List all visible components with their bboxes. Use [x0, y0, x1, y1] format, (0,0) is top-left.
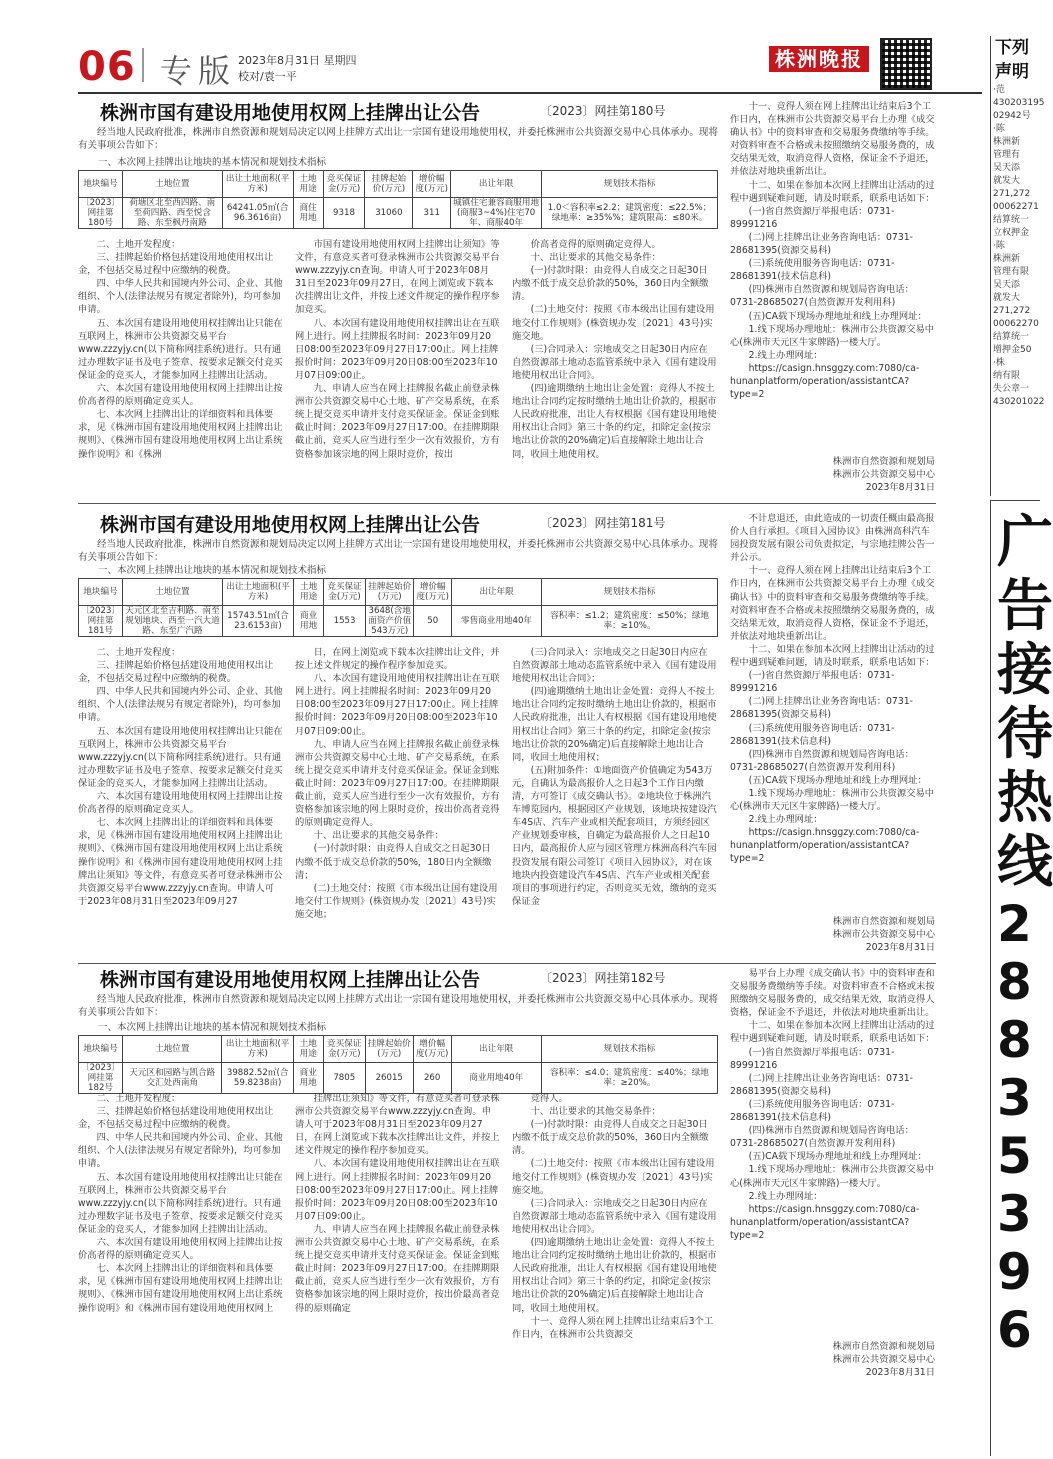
- sidebar-line: ·范: [993, 85, 1005, 95]
- notice-column: [78, 646, 283, 951]
- signature-line: 株洲市自然资源和规划局: [832, 1341, 935, 1352]
- notice-column: [295, 1092, 500, 1382]
- table-header-row: [79, 171, 718, 198]
- notice-paragraph: 十、出让要求的其他交易条件：: [313, 830, 444, 842]
- page-number: 06: [78, 44, 136, 90]
- header-rule: [78, 92, 982, 94]
- table-cell: 7805: [323, 1063, 365, 1094]
- notice-column: [295, 646, 500, 951]
- notice-paragraph: (四)逾期缴纳土地出让金处置：竞得人不按土地出让合同约定按时缴纳土地出让价款的，根据市人民政府批准，出让人有权根据《国有建设用地使用权出让合同》第三十条的约定，扣除定金(按宗地出让价款的20%确定)后直接解除土地出让合同，收回土地使用权。: [512, 383, 717, 460]
- notice-paragraph: (一)付款时限：由竞得人自成交之日起30日内缴不低于成交总价款的50%，180日内全额缴清；: [295, 843, 492, 881]
- notice-paragraph: 十一、竞得人须在网上挂牌出让结束后3个工作日内，在株洲市公共资源交易平台上办理《成交确认书》中的资料审查和交易服务费缴纳等手续。对资料审查不合格或未按照缴纳交易服务费的，成交结果无效，取消竞得人资格，保证金不予退还，并依法对地块重新出让。: [730, 565, 935, 642]
- notice-paragraph: https://casign.hnsggzy.com:7080/ca-hunanplatform/operation/assistantCA?type=2: [730, 1203, 920, 1241]
- table-header-cell: 出让土地面积(平方米): [222, 1036, 293, 1063]
- notice-paragraph: 七、本次网上挂牌出让的详细资料和具体要求，见《株洲市国有建设用地使用权网上挂牌出让规则》、《株洲市国有建设用地使用权网上出让系统操作说明》和《株洲市国有建设用地使用权网上: [78, 1263, 283, 1314]
- table-header-cell: 规划技术指标: [542, 579, 718, 606]
- notice-column: [730, 100, 935, 452]
- table-cell: 1.0＜容积率≤2.2；建筑密度：≤22.5%；绿地率：≥35%%；建筑限高：≤80米。: [542, 198, 718, 229]
- notice-paragraph: 1.线下现场办理地址：株洲市公共资源交易中心(株洲市天元区牛家牌路)一楼大厅。: [730, 1164, 935, 1189]
- notice-paragraph: 十二、如果在参加本次网上挂牌出让活动的过程中遇到疑难问题，请及时联系，联系电话如下：: [730, 1020, 935, 1045]
- table-header-cell: 土地用途: [293, 1036, 323, 1063]
- signature-line: 2023年8月31日: [865, 1367, 935, 1379]
- notice-column: [512, 1092, 717, 1382]
- sidebar-line: 结算统一: [993, 215, 1030, 225]
- ad-digit: 6: [997, 1301, 1032, 1359]
- sidebar-line: 00062270: [993, 319, 1039, 329]
- notice-paragraph: 六、本次国有建设用地使用权网上挂牌出让按价高者得的原则确定竞买人。: [78, 383, 283, 408]
- ad-digit: 3: [997, 1069, 1032, 1127]
- table-header-cell: 增价幅度(万元): [414, 579, 452, 606]
- notice-paragraph: 十一、竞得人须在网上挂牌出让结束后3个工作日内，在株洲市公共资源交易平台上办理《成交确认书》中的资料审查和交易服务费缴纳等手续。对资料审查不合格或未按照缴纳交易服务费的，成交结果无效，取消竞得人资格，保证金不予退还，并依法对地块重新出让。: [730, 101, 935, 178]
- ad-digit: 2: [997, 895, 1032, 953]
- notice-paragraph: 易平台上办理《成交确认书》中的资料审查和交易服务费缴纳等手续。对资料审查不合格或未按照缴纳交易服务费的，成交结果无效，取消竞得人资格，保证金不予退还，并依法对地块重新出让。: [730, 968, 935, 1019]
- table-cell: 〔2023〕网挂第182号: [79, 1063, 123, 1094]
- notice-paragraph: 九、申请人应当在网上挂牌报名截止前登录株洲市公共资源交易中心土地、矿产交易系统，在系统上提交竞买申请并支付竞买保证金。保证金到账截止时间：2023年09月27日17:00。在挂牌期限截止前，竞买人应当进行至少一次有效报价，方有资格参加该宗地的网上限时竞价，按出价高者竞得的原则确定竞得人。: [295, 738, 500, 829]
- ad-digit: 5: [997, 1127, 1032, 1185]
- sidebar-line: 管理有: [993, 150, 1021, 160]
- table-cell: 城镇住宅兼容商服用地(商服3~4%)住宅70年、商服40年: [451, 198, 542, 229]
- table-header-cell: 规划技术指标: [542, 171, 718, 198]
- notice-paragraph: (五)CA载下现场办理地址和线上办理网址：: [748, 310, 927, 322]
- table-cell: 260: [413, 1063, 451, 1094]
- table-cell: 商住用地: [293, 198, 323, 229]
- notice-paragraph: 挂牌出让须知》等文件，有意竞买者可登录株洲市公共资源交易平台www.zzzyjy.cn查询。申请人可于2023年08月31日至2023年09月27日，在网上浏览或下载本次挂牌出让文件，并按上述文件规定的操作程序参加竞买。: [295, 1093, 500, 1157]
- notice-divider: [78, 963, 936, 964]
- notice-paragraph: 八、本次国有建设用地使用权挂牌出让在互联网上进行。网上挂牌报名时间：2023年09月20日08:00至2023年09月27日17:00止。网上挂牌报价时间：2023年09月20日08:00至2023年10月07日09:00止。: [295, 317, 500, 381]
- notice-paragraph: 2.线上办理网址：: [748, 349, 823, 361]
- sidebar-line: 430201022: [993, 397, 1045, 407]
- table-header-cell: 竞买保证金(万元): [323, 1036, 365, 1063]
- notice-paragraph: 价高者竞得的原则确定竞得人。: [530, 239, 661, 250]
- signature-line: 2023年8月31日: [865, 482, 935, 494]
- table-header-cell: 增价幅度(万元): [413, 1036, 451, 1063]
- sidebar-line: 271,272: [993, 306, 1031, 316]
- notice-paragraph: 六、本次国有建设用地使用权网上挂牌出让按价高者得的原则确定竞买人。: [78, 791, 283, 816]
- notice-paragraph: 十一、竞得人须在网上挂牌出让结束后3个工作日内，在株洲市公共资源交: [512, 1315, 714, 1340]
- signature-line: 株洲市公共资源交易中心: [832, 1354, 935, 1366]
- table-cell: 荷塘区北至西四路、南至荷四路、西至悦含路、东至枫丹南路: [123, 198, 222, 229]
- table-cell: 商业用地: [294, 606, 324, 637]
- signature-line: 株洲市公共资源交易中心: [832, 929, 935, 941]
- notice-column: [512, 646, 717, 951]
- table-cell: 容积率：≤4.0；建筑密度：≤40%；绿地率：≥20%。: [541, 1063, 717, 1094]
- notice-paragraph: 五、本次国有建设用地使用权挂牌出让只能在互联网上，株洲市公共资源交易平台www.zzzyjy.cn(以下简称网挂系统)进行。只有通过办理数字证书及电子签章、按要求足额交付竞买保证金的竞买人，才能参加网上挂牌出让活动。: [78, 317, 283, 381]
- table-cell: 39882.52㎡(合59.8238亩): [222, 1063, 293, 1094]
- notice-column: [512, 238, 717, 488]
- notice-signature: [730, 1340, 935, 1379]
- sidebar-line: 株洲新: [993, 254, 1021, 264]
- land-info-table: [78, 578, 718, 637]
- table-header-cell: 出让土地面积(平方米): [222, 579, 293, 606]
- sidebar-line: 增押金50: [993, 345, 1032, 355]
- notice-paragraph: (四)逾期缴纳土地出让金处置：竞得人不按土地出让合同约定按时缴纳土地出让价款的，根据市人民政府批准，出让人有权根据《国有建设用地使用权出让合同》第三十条的约定，扣除定金(按宗地出让价款的20%确定)后直接解除土地出让合同，收回土地使用权。: [512, 1237, 717, 1314]
- notice-column: [730, 512, 935, 912]
- notice-paragraph: 六、本次国有建设用地使用权网上挂牌出让按价高者得的原则确定竞买人。: [78, 1237, 283, 1262]
- notice-paragraph: 五、本次国有建设用地使用权挂牌出让只能在互联网上，株洲市公共资源交易平台www.zzzyjy.cn(以下简称网挂系统)进行。只有通过办理数字证书及电子签章、按要求足额交付竞买保证金的竞买人，才能参加网上挂牌出让活动。: [78, 725, 283, 789]
- notice-paragraph: (四)逾期缴纳土地出让金处置：竞得人不按土地出让合同约定按时缴纳土地出让价款的，根据市人民政府批准，出让人有权根据《国有建设用地使用权出让合同》第三十条的约定，扣除定金(按宗地出让价款的20%确定)后直接解除土地出让合同，收回土地使用权；: [512, 686, 717, 763]
- notice-paragraph: (二)网上挂牌出让业务咨询电话：0731-28681395(资源交易科): [730, 231, 914, 257]
- notice-paragraph: (五)附加条件：①地面资产价值确定为543万元，自确认为最高报价人之日起3个工作日内缴清，方可签订《成交确认书》。②地块位于株洲汽车博览园内，根据园区产业规划，该地块按建设汽车4S店、汽车产业或相关配套项目，方须经园区产业规划委审核，自确定为最高报价人之日起10日内，最高报价人应与园区管理方株洲高科汽车园投资发展有限公司签订《项目入园协议》，对在该地块内投资建设汽车4S店、汽车产业或相关配套项目的事项进行约定，否则竞买无效，缴纳的竞买保证金: [512, 764, 717, 907]
- section-title: 专版: [160, 52, 237, 90]
- notice-paragraph: (一)付款时限：由竞得人自成交之日起30日内缴不低于成交总价款的50%，360日内全额缴清。: [512, 265, 709, 303]
- notice-paragraph: (二)网上挂牌出让业务咨询电话：0731-28681395(资源交易科): [730, 696, 914, 721]
- sidebar-line: 271,272: [993, 189, 1031, 199]
- table-header-cell: 土地用途: [293, 171, 323, 198]
- table-cell: 零售商业用地40年: [452, 606, 542, 637]
- table-header-cell: 土地位置: [123, 579, 223, 606]
- sidebar-line: ·株: [993, 358, 1005, 368]
- ad-hotline-banner: [990, 500, 1053, 1456]
- sidebar-line: 管理有限: [993, 267, 1030, 277]
- table-cell: 15743.51㎡(合23.6153亩): [222, 606, 293, 637]
- sidebar-line: 就发大: [993, 176, 1021, 186]
- notice-paragraph: (三)合同录入：宗地成交之日起30日内应在自然资源部土地动态监管系统中录入《国有建设用地使用权出让合同》；: [512, 647, 717, 685]
- notice-paragraph: (四)株洲市自然资源和规划局咨询电话：0731-28685027(自然资源开发利用科): [730, 284, 914, 309]
- notice-paragraph: 八、本次国有建设用地使用权挂牌出让在互联网上进行。网上挂牌报名时间：2023年09月20日08:00至2023年09月27日17:00止。网上挂牌报价时间：2023年09月20日08:00至2023年10月07日09:00止。: [295, 673, 500, 737]
- table-header-cell: 地块编号: [79, 1036, 123, 1063]
- header-separator: [142, 48, 144, 82]
- table-header-row: [79, 579, 718, 606]
- notice-paragraph: 三、挂牌起始价格包括建设用地使用权出让金，不包括交易过程中应缴纳的税费。: [78, 1106, 274, 1131]
- notice-signature: [730, 455, 935, 494]
- notice-paragraph: (一)省自然资源厅举报电话：0731-89991216: [730, 670, 895, 695]
- notice-title: 株洲市国有建设用地使用权网上挂牌出让公告: [100, 969, 481, 991]
- table-cell: 〔2023〕网挂第181号: [79, 606, 123, 637]
- notice-paragraph: 三、挂牌起始价格包括建设用地使用权出让金，不包括交易过程中应缴纳的税费。: [78, 252, 274, 277]
- notice-paragraph: (二)土地交付：按照《市本级出让国有建设用地交付工作规则》(株资规办发〔2021〕43号)实施交地。: [512, 1158, 715, 1196]
- notice-paragraph: 三、挂牌起始价格包括建设用地使用权出让金，不包括交易过程中应缴纳的税费。: [78, 660, 274, 685]
- table-header-cell: 出让年限: [451, 1036, 541, 1063]
- notice-paragraph: 九、申请人应当在网上挂牌报名截止前登录株洲市公共资源交易中心土地、矿产交易系统，在系统上提交竞买申请并支付竞买保证金。保证金到账截止时间：2023年09月27日17:00。在挂牌期限截止前，竞买人应当进行至少一次有效报价，方有资格参加该宗地的网上限时竞价，按出价最高者竞得的原则确定: [295, 1223, 500, 1314]
- notice-title: 株洲市国有建设用地使用权网上挂牌出让公告: [100, 514, 481, 536]
- notice-paragraph: (二)土地交付：按照《市本级出让国有建设用地交付工作规则》(株资规办发〔2021〕43号)实施交地。: [512, 304, 715, 342]
- ad-char: 线: [997, 830, 1053, 895]
- notice-paragraph: 1.线下现场办理地址：株洲市公共资源交易中心(株洲市天元区牛家牌路)一楼大厅。: [730, 323, 935, 348]
- ad-char: 告: [997, 574, 1053, 639]
- notice-paragraph: 市国有建设用地使用权网上挂牌出让须知》等文件，有意竞买者可登录株洲市公共资源交易平台www.zzzyjy.cn查询。申请人可于2023年08月31日至2023年09月27日，在网上浏览或下载本次挂牌出让文件，并按上述文件规定的操作程序参加竞买。: [295, 239, 500, 316]
- sidebar-line: 纳有限: [993, 371, 1021, 381]
- sidebar-line: 吴天添: [993, 280, 1021, 290]
- notice-paragraph: 十、出让要求的其他交易条件：: [530, 1106, 661, 1118]
- table-header-cell: 出让年限: [451, 171, 542, 198]
- signature-line: 2023年8月31日: [865, 942, 935, 954]
- notice-signature: [730, 915, 935, 954]
- notice-intro: 经当地人民政府批准，株洲市自然资源和规划局决定以网上挂牌方式出让一宗国有建设用地使用权，并委托株洲市公共资源交易中心具体承办。现将有关事项公告如下：: [78, 994, 718, 1019]
- sidebar-line: 吴天添: [993, 163, 1021, 173]
- sidebar-line: 失公章一: [993, 384, 1030, 394]
- table-header-cell: 竞买保证金(万元): [323, 171, 365, 198]
- ad-char: 待: [997, 702, 1053, 767]
- notice-section1: 一、本次网上挂牌出让地块的基本情况和规划技术指标: [98, 157, 327, 168]
- table-header-cell: 竞买保证金(万元): [324, 579, 366, 606]
- table-header-cell: 挂牌起始价(万元): [365, 171, 413, 198]
- notice-column: [78, 238, 283, 488]
- table-cell: 〔2023〕网挂第180号: [79, 198, 123, 229]
- table-header-cell: 出让土地面积(平方米): [222, 171, 293, 198]
- table-cell: 3648(含地面资产价值543万元): [366, 606, 414, 637]
- notice-paragraph: 1.线下现场办理地址：株洲市公共资源交易中心(株洲市天元区牛家牌路)一楼大厅。: [730, 787, 935, 813]
- sidebar-title-1: 下列: [995, 38, 1029, 58]
- newspaper-logo: 株洲晚报: [769, 46, 869, 72]
- notice-paragraph: (四)株洲市自然资源和规划局咨询电话：0731-28685027(自然资源开发利用科): [730, 1125, 914, 1150]
- table-header-cell: 挂牌起始价(万元): [365, 1036, 413, 1063]
- sidebar-line: 株洲新: [993, 137, 1021, 147]
- notice-paragraph: (三)合同录入：宗地成交之日起30日内应在自然资源部土地动态监管系统中录入《国有建设用地使用权出让合同》。: [512, 1197, 717, 1235]
- ad-char: 热: [997, 766, 1053, 831]
- sidebar-line: 结算统一: [993, 332, 1030, 342]
- notice-intro: 经当地人民政府批准，株洲市自然资源和规划局决定以网上挂牌方式出让一宗国有建设用地使用权，并委托株洲市公共资源交易中心具体承办。现将有关事项公告如下：: [78, 127, 718, 152]
- notice-paragraph: 日，在网上浏览或下载本次挂牌出让文件，并按上述文件规定的操作程序参加竞买。: [295, 647, 500, 672]
- table-cell: 商业用地: [293, 1063, 323, 1094]
- table-row: [79, 606, 718, 637]
- table-cell: 容积率：≤1.2；建筑密度：≤50%；绿地率：≥10%。: [542, 606, 718, 637]
- notice-paragraph: (一)省自然资源厅举报电话：0731-89991216: [730, 1046, 895, 1071]
- table-cell: 9318: [323, 198, 365, 229]
- ad-digit: 8: [997, 953, 1032, 1011]
- notice-paragraph: 二、土地开发程度：: [96, 1093, 181, 1104]
- table-cell: 天元区和园路与凯合路交汇处西南角: [123, 1063, 222, 1094]
- sidebar-statements: [990, 36, 1045, 496]
- signature-line: 株洲市自然资源和规划局: [832, 916, 935, 927]
- ad-digit: 9: [997, 1243, 1032, 1301]
- notice-paragraph: 九、申请人应当在网上挂牌报名截止前登录株洲市公共资源交易中心土地、矿产交易系统，在系统上提交竞买申请并支付竞买保证金。保证金到账截止时间：2023年09月27日17:00。在挂牌期限截止前，竞买人应当进行至少一次有效报价，方有资格参加该宗地的网上限时竞价，按出: [295, 383, 500, 460]
- notice-divider: [78, 503, 936, 504]
- notice-number: 〔2023〕网挂第182号: [540, 971, 666, 985]
- notice-paragraph: 二、土地开发程度：: [96, 647, 181, 658]
- notice-paragraph: 2.线上办理网址：: [748, 814, 823, 826]
- notice-section1: 一、本次网上挂牌出让地块的基本情况和规划技术指标: [98, 1022, 327, 1033]
- notice-paragraph: (一)付款时限：由竞得人自成交之日起30日内缴不低于成交总价款的50%，360日内全额缴清。: [512, 1119, 709, 1157]
- notice-paragraph: 七、本次网上挂牌出让的详细资料和具体要求，见《株洲市国有建设用地使用权网上挂牌出让规则》、《株洲市国有建设用地使用权网上出让系统操作说明》和《株洲: [78, 409, 283, 460]
- notice-title: 株洲市国有建设用地使用权网上挂牌出让公告: [100, 102, 481, 124]
- notice-paragraph: (三)合同录入：宗地成交之日起30日内应在自然资源部土地动态监管系统中录入《国有建设用地使用权出让合同》。: [512, 343, 717, 381]
- signature-line: 株洲市自然资源和规划局: [832, 456, 935, 467]
- table-header-cell: 挂牌起始价(万元): [366, 579, 414, 606]
- notice-paragraph: (一)省自然资源厅举报电话：0731-89991216: [730, 205, 895, 230]
- sidebar-line: 00062271: [993, 202, 1039, 212]
- table-cell: 天元区北至吉利路、南至规划地块、西至一汽大道路、东至广汽路: [123, 606, 223, 637]
- notice-paragraph: 不计息退还，由此造成的一切责任概由最高报价人自行承担。《项目入园协议》由株洲高科汽车园投资发展有限公司负责拟定，与宗地挂牌公告一并公示。: [730, 513, 935, 564]
- table-header-cell: 规划技术指标: [541, 1036, 717, 1063]
- notice-paragraph: 十、出让要求的其他交易条件：: [530, 252, 661, 264]
- sidebar-line: ·陈: [993, 241, 1005, 251]
- notice-paragraph: 十二、如果在参加本次网上挂牌出让活动的过程中遇到疑难问题，请及时联系，联系电话如下：: [730, 179, 935, 204]
- notice-column: [730, 967, 935, 1337]
- header-editor: 校对/袁一平: [238, 70, 297, 83]
- table-cell: 64241.05㎡(合96.3616亩): [222, 198, 293, 229]
- notice-column: [78, 1092, 283, 1382]
- sidebar-title-2: 声明: [995, 62, 1029, 82]
- notice-paragraph: (三)系统使用服务咨询电话：0731-28681391(技术信息科): [730, 258, 895, 283]
- sidebar-line: ·陈: [993, 124, 1005, 134]
- qr-code-icon: [880, 38, 932, 90]
- notice-number: 〔2023〕网挂第180号: [540, 104, 666, 118]
- table-header-cell: 出让年限: [452, 579, 542, 606]
- notice-number: 〔2023〕网挂第181号: [540, 516, 666, 530]
- notice-paragraph: https://casign.hnsggzy.com:7080/ca-hunanplatform/operation/assistantCA?type=2: [730, 362, 920, 401]
- table-cell: 311: [413, 198, 451, 229]
- notice-paragraph: https://casign.hnsggzy.com:7080/ca-hunanplatform/operation/assistantCA?type=2: [730, 827, 920, 865]
- notice-paragraph: (五)CA载下现场办理地址和线上办理网址：: [748, 774, 927, 786]
- table-row: [79, 1063, 718, 1094]
- notice-paragraph: (四)株洲市自然资源和规划局咨询电话：0731-28685027(自然资源开发利用科): [730, 748, 914, 773]
- notice-paragraph: 七、本次网上挂牌出让的详细资料和具体要求，见《株洲市国有建设用地使用权网上挂牌出让规则》、《株洲市国有建设用地使用权网上出让系统操作说明》和《株洲市国有建设用地使用权网上挂牌出让须知》等文件，有意竞买者可登录株洲市公共资源交易平台www.zzzyjy.cn查询。申请人可于2023年08月31日至2023年09月27: [78, 817, 283, 907]
- notice-paragraph: 四、中华人民共和国境内外公司、企业、其他组织、个人(法律法规另有规定者除外)，均可参加申请。: [78, 278, 283, 316]
- land-info-table: [78, 1035, 718, 1094]
- ad-char: 广: [997, 510, 1053, 575]
- table-cell: 31060: [365, 198, 413, 229]
- notice-paragraph: 二、土地开发程度：: [96, 239, 181, 250]
- notice-paragraph: 四、中华人民共和国境内外公司、企业、其他组织、个人(法律法规另有规定者除外)，均可参加申请。: [78, 1132, 283, 1170]
- sidebar-line: 就发大: [993, 293, 1021, 303]
- notice-intro: 经当地人民政府批准，株洲市自然资源和规划局决定以网上挂牌方式出让一宗国有建设用地使用权，并委托株洲市公共资源交易中心具体承办。现将有关事项公告如下：: [78, 539, 718, 564]
- land-info-table: [78, 170, 718, 229]
- table-header-cell: 地块编号: [79, 579, 123, 606]
- table-header-cell: 土地位置: [123, 171, 222, 198]
- table-cell: 1553: [324, 606, 366, 637]
- notice-paragraph: 八、本次国有建设用地使用权挂牌出让在互联网上进行。网上挂牌报名时间：2023年09月20日08:00至2023年09月27日17:00止。网上挂牌报价时间：2023年09月20日08:00至2023年10月07日09:00止。: [295, 1158, 500, 1222]
- notice-paragraph: 四、中华人民共和国境内外公司、企业、其他组织、个人(法律法规另有规定者除外)，均可参加申请。: [78, 686, 283, 724]
- ad-char: 接: [997, 638, 1053, 703]
- table-header-cell: 土地用途: [294, 579, 324, 606]
- notice-column: [295, 238, 500, 488]
- table-row: [79, 198, 718, 229]
- table-header-row: [79, 1036, 718, 1063]
- table-cell: 商业用地40年: [451, 1063, 541, 1094]
- table-cell: 26015: [365, 1063, 413, 1094]
- notice-paragraph: 五、本次国有建设用地使用权挂牌出让只能在互联网上，株洲市公共资源交易平台www.zzzyjy.cn(以下简称网挂系统)进行。只有通过办理数字证书及电子签章、按要求足额交付竞买保证金的竞买人，才能参加网上挂牌出让活动。: [78, 1171, 283, 1235]
- ad-digit: 8: [997, 1011, 1032, 1069]
- notice-paragraph: 2.线上办理网址：: [748, 1190, 823, 1202]
- sidebar-line: 02942号: [993, 111, 1031, 121]
- signature-line: 株洲市公共资源交易中心: [832, 469, 935, 481]
- table-header-cell: 土地位置: [123, 1036, 222, 1063]
- notice-paragraph: 十二、如果在参加本次网上挂牌出让活动的过程中遇到疑难问题，请及时联系，联系电话如下：: [730, 643, 935, 669]
- notice-paragraph: (三)系统使用服务咨询电话：0731-28681391(技术信息科): [730, 1098, 895, 1124]
- notice-paragraph: (二)网上挂牌出让业务咨询电话：0731-28681395(资源交易科): [730, 1072, 914, 1097]
- notice-paragraph: (二)土地交付：按照《市本级出让国有建设用地交付工作规则》(株资规办发〔2021〕43号)实施交地；: [295, 882, 498, 920]
- notice-paragraph: 竞得人。: [530, 1093, 568, 1104]
- table-cell: 50: [414, 606, 452, 637]
- sidebar-line: 立权押金: [993, 228, 1030, 238]
- notice-paragraph: (三)系统使用服务咨询电话：0731-28681391(技术信息科): [730, 722, 895, 747]
- ad-digit: 3: [997, 1185, 1032, 1243]
- notice-section1: 一、本次网上挂牌出让地块的基本情况和规划技术指标: [98, 565, 327, 576]
- table-header-cell: 地块编号: [79, 171, 123, 198]
- header-date: 2023年8月31日 星期四: [238, 54, 357, 67]
- sidebar-line: 430203195: [993, 98, 1045, 108]
- notice-paragraph: (五)CA载下现场办理地址和线上办理网址：: [748, 1151, 927, 1163]
- table-header-cell: 增价幅度(万元): [413, 171, 451, 198]
